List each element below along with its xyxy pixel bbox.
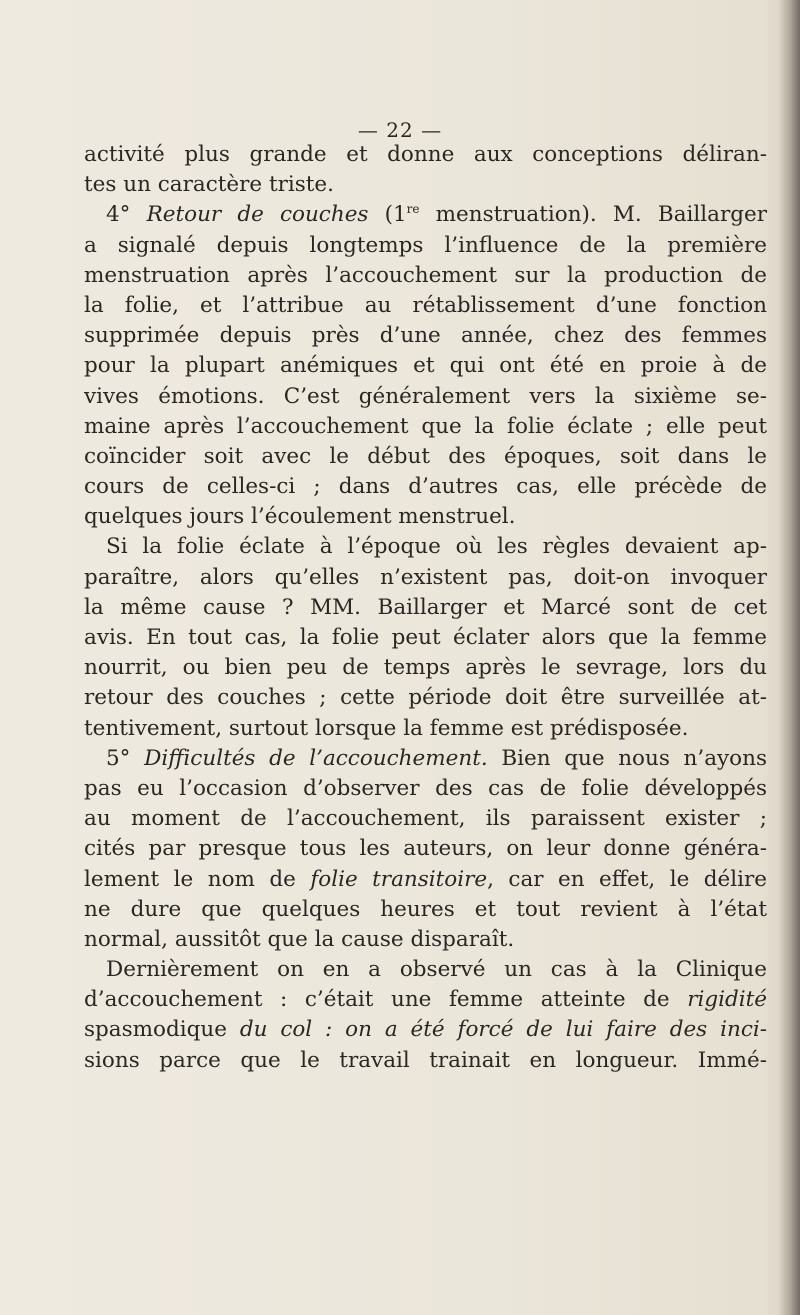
text-line: au moment de l’accouchement, ils paraissent exister ; [84,806,767,832]
text-line: tes un caractère triste. [84,172,334,198]
text-line: cités par presque tous les auteurs, on leur donne généra- [84,836,767,862]
italic-phrase: rigidité [687,987,767,1013]
text-line: coïncider soit avec le début des époques, soit dans le [84,443,767,469]
text-line: pour la plupart anémiques et qui ont été en proie à de [84,353,767,379]
italic-phrase: du col : on a été forcé de lui faire des inci- [226,1017,767,1043]
text-line: paraître, alors qu’elles n’existent pas, doit-on invoquer [84,564,767,590]
italic-phrase: Retour de couches [146,202,369,228]
text-line: la même cause ? MM. Baillarger et Marcé sont de cet [84,594,767,620]
italic-phrase: folie transitoire [310,866,488,892]
text-line: Si la folie éclate à l’époque où les règles devaient ap- [106,534,767,560]
text-line: supprimée depuis près d’une année, chez des femmes [84,323,767,349]
text-line: quelques jours l’écoulement menstruel. [84,504,516,530]
text-line: ne dure que quelques heures et tout revient à l’état [84,896,767,922]
text-line: a signalé depuis longtemps l’influence de la première [84,232,767,258]
text-line: sions parce que le travail trainait en longueur. Immé- [84,1047,767,1073]
text-line: Dernièrement on en a observé un cas à la Clinique [106,957,767,983]
text-line: nourrit, ou bien peu de temps après le sevrage, lors du [84,655,767,681]
page-number: — 22 — [357,118,443,142]
text-line: avis. En tout cas, la folie peut éclater alors que la femme [84,625,767,650]
text-line: la folie, et l’attribue au rétablissement d’une fonction [84,292,767,318]
text-line: menstruation après l’accouchement sur la production de [84,262,767,288]
text-line: tentivement, surtout lorsque la femme est prédisposée. [84,715,689,741]
text-line-italic: 5° Difficultés de l’accouchement. Bien que nous n’ayons [106,745,767,771]
italic-phrase: Difficultés de l’accouchement. [144,745,488,771]
text-line-italic: d’accouchement : c’était une femme atteinte de rigidité [84,987,767,1013]
text-line: maine après l’accouchement que la folie éclate ; elle peut [84,413,767,439]
text-line: cours de celles-ci ; dans d’autres cas, elle précède de [84,474,767,500]
text-line-italic: spasmodique du col : on a été forcé de lui faire des inci- [84,1017,767,1043]
superscript: re [406,202,420,217]
text-line: retour des couches ; cette période doit être surveillée at- [84,685,767,711]
text-line-italic: 4° Retour de couches (1re menstruation). M. Baillarger [106,202,768,228]
text-line: activité plus grande et donne aux conceptions déliran- [84,142,767,167]
body-text [84,140,767,1076]
text-line: normal, aussitôt que la cause disparaît. [84,926,515,952]
page-edge-shadow [778,0,800,1315]
text-line: pas eu l’occasion d’observer des cas de folie développés [84,775,767,801]
text-line-italic: lement le nom de folie transitoire, car en effet, le délire [84,866,767,892]
text-line: vives émotions. C’est généralement vers la sixième se- [84,383,767,409]
